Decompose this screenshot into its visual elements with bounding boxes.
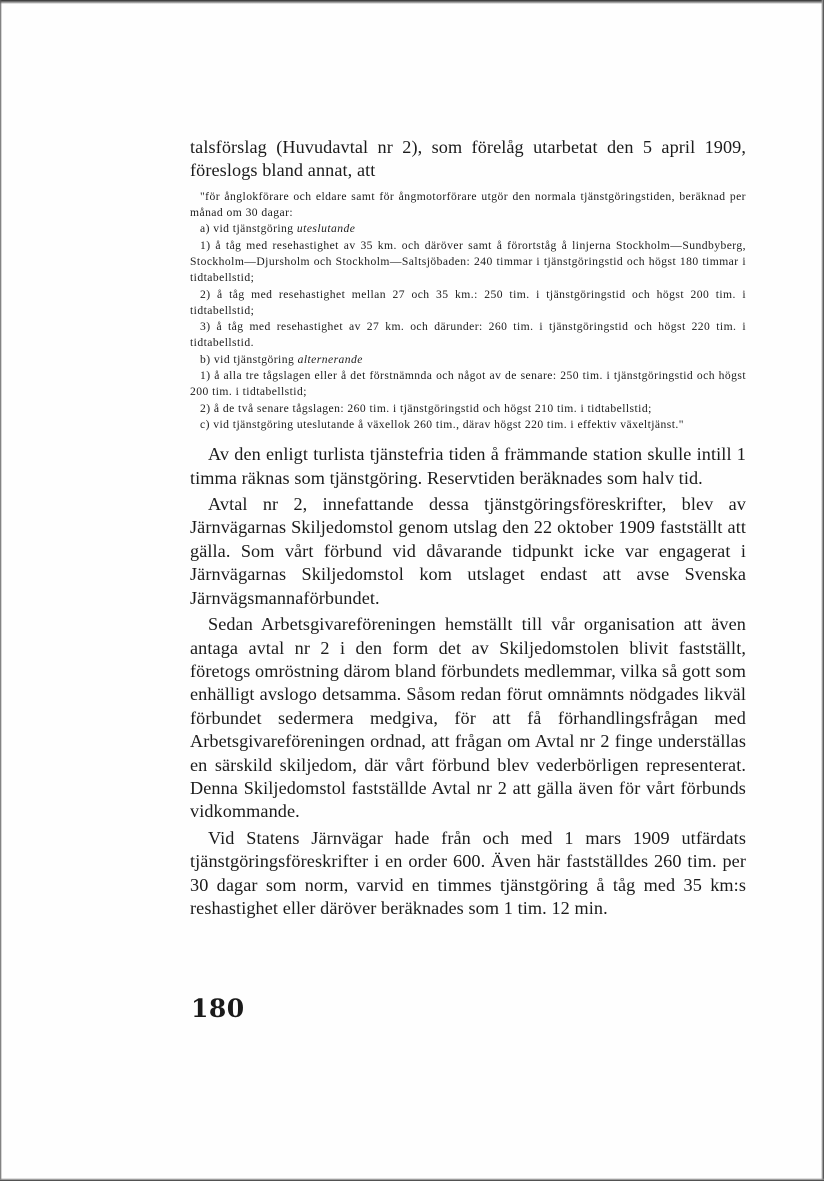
quote-line: 2) å tåg med resehastighet mellan 27 och 35 km.: 250 tim. i tjänstgöringstid och högst 200 tim. i tidtabellstid; [190,287,746,317]
paragraph: Av den enligt turlista tjänstefria tiden å främmande station skulle intill 1 timma räknas som tjänstgöring. Reservtiden beräknades som halv tid. [190,444,746,488]
page-number: 180 [191,994,245,1023]
quote-line-prefix: a) vid tjänstgöring [200,222,294,236]
quote-line: 2) å de två senare tågslagen: 260 tim. i tjänstgöringstid och högst 210 tim. i tidtabellstid; [200,401,652,415]
quote-line [190,221,746,237]
scan-edge-left [0,0,2,1181]
quote-line-prefix: b) vid tjänstgöring [200,352,295,366]
quote-line: 1) å tåg med resehastighet av 35 km. och däröver samt å förortståg å linjerna Stockholm—Sundbyberg, Stockholm—Djursholm och Stockholm—Saltsjöbaden: 240 timmar i tjänstgöringstid och högst 180 timmar i tidtabellstid; [190,238,746,285]
quote-line: 3) å tåg med resehastighet av 27 km. och därunder: 260 tim. i tjänstgöringstid och högst 220 tim. i tidtabellstid. [190,320,746,350]
quote-line: "för ånglokförare och eldare samt för ångmotorförare utgör den normala tjänstgöringstiden, beräknad per månad om 30 dagar: [190,189,746,220]
paragraph: Avtal nr 2, innefattande dessa tjänstgöringsföreskrifter, blev av Järnvägarnas Skiljedomstol genom utslag den 22 oktober 1909 fastställt att gälla. Som vårt förbund vid dåvarande tidpunkt icke var engagerat i Järnvägarnas Skiljedomstol kom utslaget endast att avse Svenska Järnvägsmannaförbundet. [190,494,746,608]
scan-edge-top [0,0,824,4]
quote-emphasis: uteslutande [296,222,356,236]
text-column [190,136,746,920]
quote-line [190,352,746,368]
paragraph: Vid Statens Järnvägar hade från och med 1 mars 1909 utfärdats tjänstgöringsföreskrifter i en order 600. Även här fastställdes 260 tim. per 30 dagar som norm, varvid en timmes tjänstgöring å tåg med 35 km:s reshastighet eller däröver beräknades som 1 tim. 12 min. [190,827,746,918]
paragraph: Sedan Arbetsgivareföreningen hemställt till vår organisation att även antaga avtal nr 2 i den form det av Skiljedomstolen blivit fastställt, företogs omröstning därom bland förbundets medlemmar, vilka så gott som enhälligt avslogo detsamma. Såsom redan förut omnämnts nödgades likväl förbundet sedermera medgiva, för att få förhandlingsfrågan med Arbetsgivareföreningen ordnad, att frågan om Avtal nr 2 finge underställas en särskild skiljedom, där vårt förbund blev vederbörligen representerat. Denna Skiljedomstol fastställde Avtal nr 2 att gälla även för vårt förbunds vidkommande. [190,614,746,822]
quote-line: 1) å alla tre tågslagen eller å det förstnämnda och något av de senare: 250 tim. i tjänstgöringstid och högst 200 tim. i tidtabellstid; [190,369,746,399]
quote-line: c) vid tjänstgöring uteslutande å växellok 260 tim., därav högst 220 tim. i effektiv växeltjänst." [200,417,684,431]
block-quote [190,189,746,433]
quote-emphasis: alternerande [297,352,363,366]
paragraph-intro: talsförslag (Huvudavtal nr 2), som förelåg utarbetat den 5 april 1909, föreslogs bland annat, att [190,137,746,181]
